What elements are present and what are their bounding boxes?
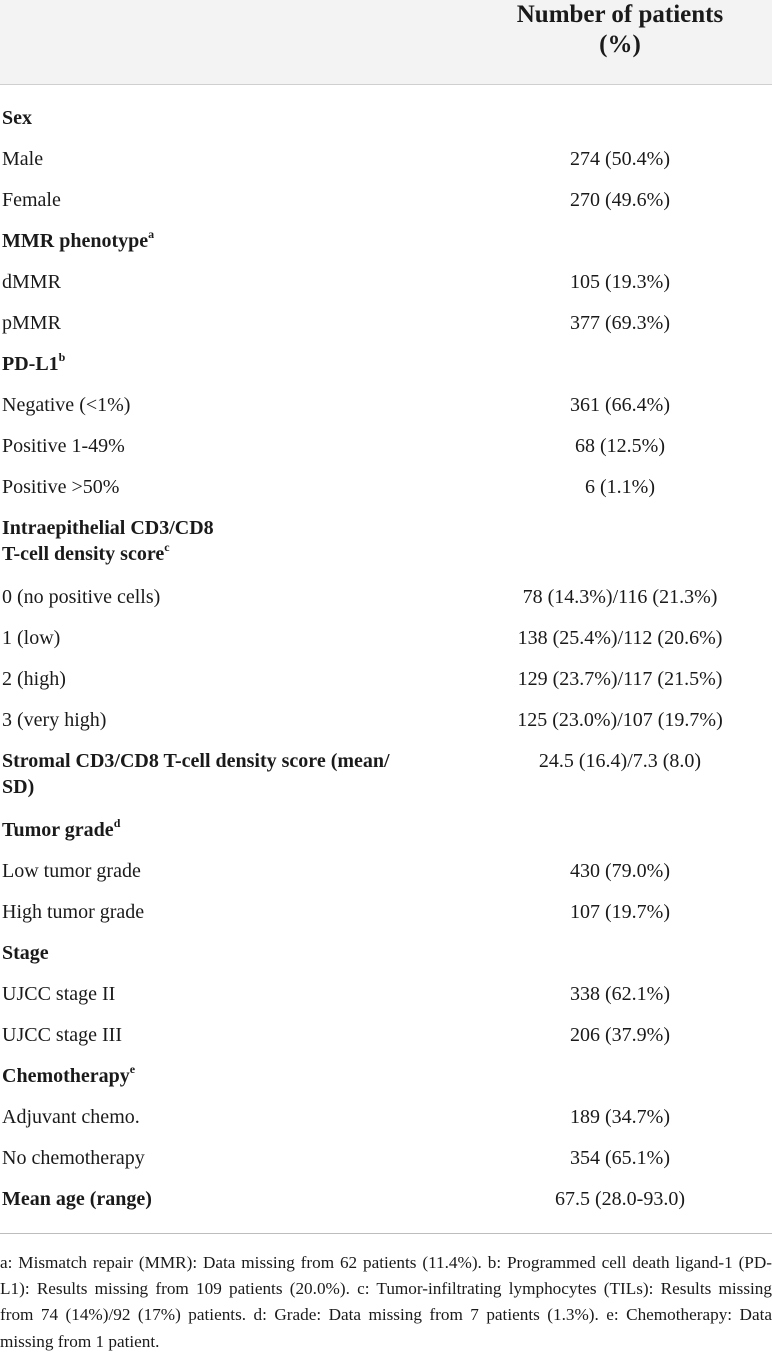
column-header-line-2: (%) — [599, 31, 641, 58]
table-footnote: a: Mismatch repair (MMR): Data missing from 62 patients (11.4%). b: Programmed cell death ligand-1 (PD-L1): Results missing from 109 patients (20.0%). c: Tumor-infiltrating lymphocytes (TILs): Results missing from 74 (14%)/92 (17%) patients. d: Grade: Data missing from 7 patients (1.3%). e: Chemotherapy: Data missing from 1 patient. — [0, 1253, 772, 1351]
row-label: pMMR — [2, 312, 61, 334]
column-header-line-1: Number of patients — [516, 1, 724, 28]
table-row — [0, 1056, 772, 1097]
footnote-divider — [0, 1233, 772, 1234]
footnote-marker: b — [58, 350, 66, 364]
footnote-marker: c — [164, 540, 170, 554]
table-row — [0, 221, 772, 262]
row-label: PD-L1$^b$ — [2, 350, 66, 375]
table-row — [0, 180, 772, 221]
row-label: Stromal CD3/CD8 T-cell density score (mean/ SD) — [2, 750, 390, 798]
row-value: 129 (23.7%)/117 (21.5%) — [517, 668, 723, 690]
row-value: 107 (19.7%) — [570, 901, 670, 923]
row-label: No chemotherapy — [2, 1147, 145, 1169]
footnote-marker: d — [113, 816, 121, 830]
table-row — [0, 741, 772, 810]
row-label: Female — [2, 189, 61, 211]
row-label: UJCC stage III — [2, 1024, 122, 1046]
row-label: 2 (high) — [2, 668, 66, 690]
row-value: 338 (62.1%) — [570, 983, 670, 1005]
footnote-marker: e — [129, 1062, 136, 1076]
row-value: 24.5 (16.4)/7.3 (8.0) — [538, 750, 702, 772]
table-row — [0, 1138, 772, 1179]
footnote-marker: a — [148, 227, 155, 241]
row-value: 377 (69.3%) — [570, 312, 670, 334]
row-value: 270 (49.6%) — [570, 189, 670, 211]
row-value: 6 (1.1%) — [585, 476, 655, 498]
table-row — [0, 262, 772, 303]
table-row — [0, 851, 772, 892]
row-label: 3 (very high) — [2, 709, 107, 731]
table-row — [0, 344, 772, 385]
table-row — [0, 303, 772, 344]
table-row — [0, 98, 772, 139]
row-label: Tumor grade$^d$ — [2, 816, 121, 841]
table-row — [0, 974, 772, 1015]
row-label: Sex — [2, 107, 32, 129]
row-label: MMR phenotype$^a$ — [2, 227, 155, 252]
table-row — [0, 426, 772, 467]
row-value: 206 (37.9%) — [570, 1024, 670, 1046]
row-value: 361 (66.4%) — [570, 394, 670, 416]
row-label: Male — [2, 148, 44, 170]
row-value: 67.5 (28.0-93.0) — [555, 1188, 685, 1210]
row-label: High tumor grade — [2, 901, 145, 923]
table-row — [0, 892, 772, 933]
table-row — [0, 385, 772, 426]
row-value: 354 (65.1%) — [570, 1147, 670, 1169]
row-label: 1 (low) — [2, 627, 61, 649]
table-row — [0, 139, 772, 180]
table-row — [0, 933, 772, 974]
row-value: 105 (19.3%) — [570, 271, 670, 293]
row-label: Adjuvant chemo. — [2, 1106, 140, 1128]
row-value: 68 (12.5%) — [575, 435, 665, 457]
row-label: Mean age (range) — [2, 1188, 152, 1210]
row-label: 0 (no positive cells) — [2, 586, 161, 608]
table-row — [0, 810, 772, 851]
patient-characteristics-table — [0, 98, 772, 1220]
row-label: Low tumor grade — [2, 860, 141, 882]
row-value: 125 (23.0%)/107 (19.7%) — [517, 709, 723, 731]
table-row — [0, 1015, 772, 1056]
row-value: 189 (34.7%) — [570, 1106, 670, 1128]
row-label: Positive >50% — [2, 476, 120, 498]
column-header-number-of-patients — [470, 0, 770, 60]
table-row — [0, 618, 772, 659]
row-label: Stage — [2, 942, 49, 964]
row-label: dMMR — [2, 271, 61, 293]
table-row — [0, 1179, 772, 1220]
table-row — [0, 1097, 772, 1138]
row-label: Negative (<1%) — [2, 394, 131, 416]
row-value: 274 (50.4%) — [570, 148, 670, 170]
table-row — [0, 659, 772, 700]
table-row — [0, 700, 772, 741]
table-row — [0, 577, 772, 618]
table-row — [0, 467, 772, 508]
row-value: 430 (79.0%) — [570, 860, 670, 882]
row-label: Positive 1-49% — [2, 435, 125, 457]
row-label: Intraepithelial CD3/CD8 T-cell density score$^c$ — [2, 517, 214, 565]
row-value: 138 (25.4%)/112 (20.6%) — [517, 627, 723, 649]
table-header — [0, 0, 772, 85]
table-row — [0, 508, 772, 577]
row-label: Chemotherapy$^e$ — [2, 1062, 136, 1087]
row-label: UJCC stage II — [2, 983, 116, 1005]
row-value: 78 (14.3%)/116 (21.3%) — [522, 586, 718, 608]
